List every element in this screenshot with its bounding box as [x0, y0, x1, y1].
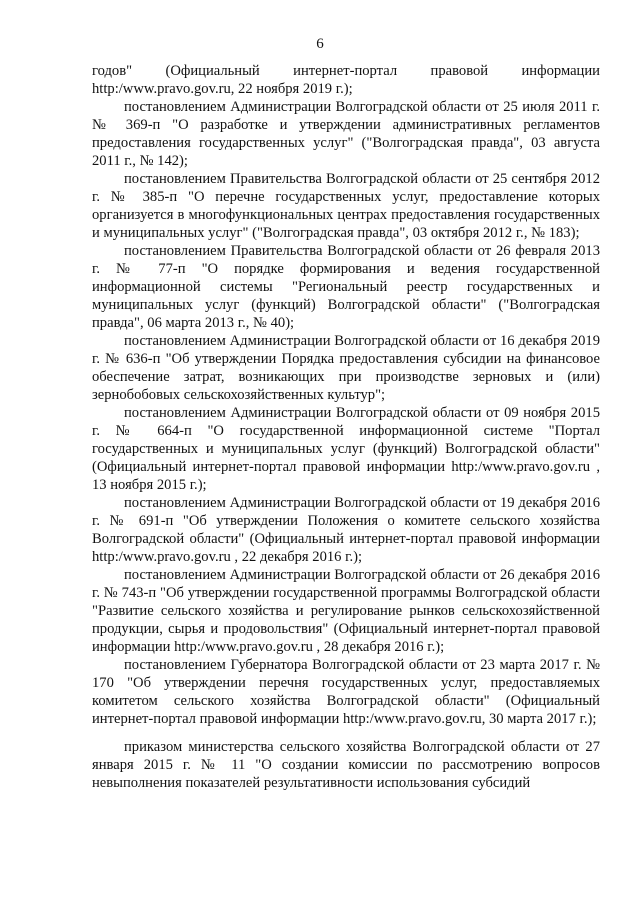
paragraph-governor-resolution-170: постановлением Губернатора Волгоградской области от 23 марта 2017 г. № 170 "Об утверждении перечня государственных услуг, предоставляемых комитетом сельского хозяйства Волгоградской области" (Официальный интернет-портал правовой информации http:/www.pravo.gov.ru, 30 марта 2017 г.); [92, 657, 600, 727]
paragraph-resolution-385p: постановлением Правительства Волгоградской области от 25 сентября 2012 г. № 385-п "О перечне государственных услуг, предоставление которых организуется в многофункциональных центрах предоставления государственных и муниципальных услуг" ("Волгоградская правда", 03 октября 2012 г., № 183); [92, 171, 600, 241]
paragraph-continuation: годов" (Официальный интернет-портал правовой информации http:/www.pravo.gov.ru, 22 ноября 2019 г.); [92, 63, 600, 97]
document-body [92, 62, 600, 792]
page-number: 6 [316, 36, 324, 52]
paragraph-resolution-743p: постановлением Администрации Волгоградской области от 26 декабря 2016 г. № 743-п "Об утверждении государственной программы Волгоградской области "Развитие сельского хозяйства и регулирование рынков сельскохозяйственной продукции, сырья и продовольствия" (Официальный интернет-портал правовой информации http:/www.pravo.gov.ru , 28 декабря 2016 г.); [92, 567, 600, 655]
paragraph-resolution-664p: постановлением Администрации Волгоградской области от 09 ноября 2015 г. № 664-п "О государственной информационной системе "Портал государственных и муниципальных услуг (функций) Волгоградской области" (Официальный интернет-портал правовой информации http:/www.pravo.gov.ru , 13 ноября 2015 г.); [92, 405, 600, 493]
paragraph-resolution-369p: постановлением Администрации Волгоградской области от 25 июля 2011 г. № 369-п "О разработке и утверждении административных регламентов предоставления государственных услуг" ("Волгоградская правда", 03 августа 2011 г., № 142); [92, 99, 600, 169]
paragraph-order-11: приказом министерства сельского хозяйства Волгоградской области от 27 января 2015 г. № 11 "О создании комиссии по рассмотрению вопросов невыполнения показателей результативности использования субсидий [92, 739, 600, 791]
paragraph-resolution-636p: постановлением Администрации Волгоградской области от 16 декабря 2019 г. № 636-п "Об утверждении Порядка предоставления субсидии на финансовое обеспечение затрат, возникающих при производстве зерновых и (или) зернобобовых сельскохозяйственных культур"; [92, 333, 600, 403]
paragraph-resolution-77p: постановлением Правительства Волгоградской области от 26 февраля 2013 г. № 77-п "О порядке формирования и ведения государственной информационной системы "Региональный реестр государственных и муниципальных услуг (функций) Волгоградской области" ("Волгоградская правда", 06 марта 2013 г., № 40); [92, 243, 600, 331]
paragraph-resolution-691p: постановлением Администрации Волгоградской области от 19 декабря 2016 г. № 691-п "Об утверждении Положения о комитете сельского хозяйства Волгоградской области" (Официальный интернет-портал правовой информации http:/www.pravo.gov.ru , 22 декабря 2016 г.); [92, 495, 600, 565]
